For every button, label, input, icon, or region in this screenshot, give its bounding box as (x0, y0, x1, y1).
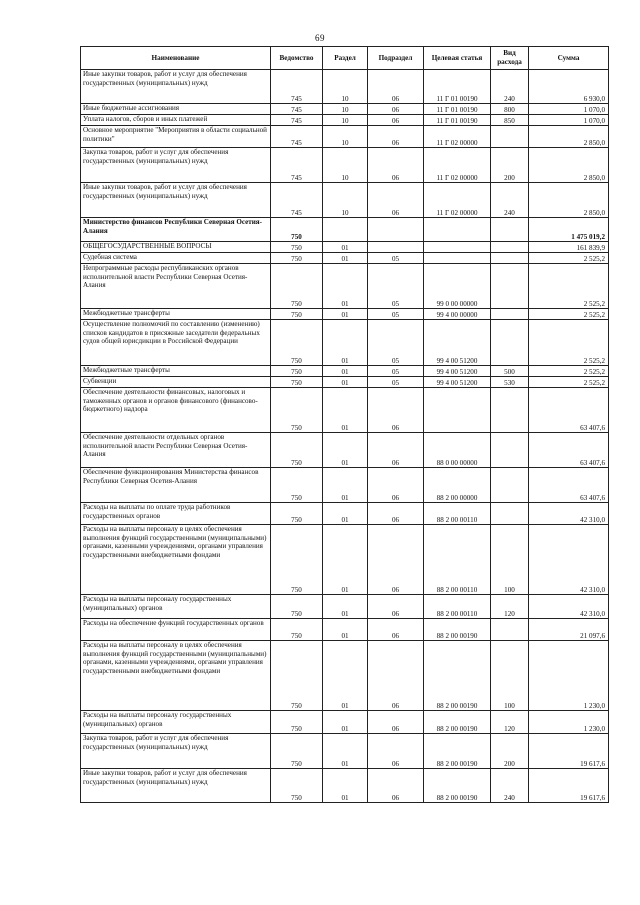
row-summa-cell: 6 930,0 (529, 70, 609, 104)
row-podrazdel-cell: 05 (368, 309, 424, 320)
row-vid-cell (491, 309, 529, 320)
row-podrazdel-cell: 06 (368, 711, 424, 734)
row-podrazdel-cell: 06 (368, 388, 424, 433)
row-razdel-cell: 10 (323, 115, 368, 126)
row-celevaya-cell: 88 2 00 00190 (424, 734, 491, 769)
row-celevaya-cell: 88 2 00 00190 (424, 641, 491, 711)
row-vedomstvo-cell: 750 (271, 366, 323, 377)
row-summa-cell: 42 310,0 (529, 503, 609, 525)
row-name-cell: Расходы на выплаты персоналу государственных (муниципальных) органов (81, 595, 271, 619)
row-vedomstvo-cell: 750 (271, 769, 323, 803)
row-razdel-cell: 01 (323, 388, 368, 433)
row-celevaya-cell (424, 218, 491, 242)
row-name-cell: Расходы на выплаты персоналу в целях обеспечения выполнения функций государственными (муниципальными) органами, казенными учреждениями, органами управления государственными внебюджетными фондами (81, 641, 271, 711)
row-summa-cell: 21 097,6 (529, 619, 609, 641)
column-header-razdel: Раздел (323, 47, 368, 70)
row-vid-cell: 240 (491, 70, 529, 104)
row-name-cell: Обеспечение деятельности финансовых, налоговых и таможенных органов и органов финансового (финансово-бюджетного) надзора (81, 388, 271, 433)
row-vedomstvo-cell: 750 (271, 595, 323, 619)
row-vid-cell: 200 (491, 148, 529, 183)
row-podrazdel-cell: 06 (368, 503, 424, 525)
row-podrazdel-cell (368, 242, 424, 253)
row-celevaya-cell: 88 2 00 00190 (424, 711, 491, 734)
column-header-celevaya: Целевая статья (424, 47, 491, 70)
table-row (81, 366, 609, 377)
row-podrazdel-cell: 06 (368, 769, 424, 803)
row-vedomstvo-cell: 745 (271, 126, 323, 148)
row-vedomstvo-cell: 745 (271, 104, 323, 115)
row-vedomstvo-cell: 750 (271, 388, 323, 433)
row-vid-cell: 240 (491, 183, 529, 218)
row-podrazdel-cell: 06 (368, 433, 424, 468)
row-podrazdel-cell: 06 (368, 148, 424, 183)
table-row (81, 595, 609, 619)
row-vid-cell (491, 503, 529, 525)
row-podrazdel-cell: 05 (368, 377, 424, 388)
row-name-cell: ОБЩЕГОСУДАРСТВЕННЫЕ ВОПРОСЫ (81, 242, 271, 253)
row-razdel-cell: 10 (323, 126, 368, 148)
row-name-cell: Судебная система (81, 253, 271, 264)
row-summa-cell: 2 525,2 (529, 320, 609, 366)
table-row (81, 468, 609, 503)
table-row (81, 377, 609, 388)
row-celevaya-cell: 99 4 00 51200 (424, 366, 491, 377)
table-row (81, 218, 609, 242)
column-header-vedomstvo: Ведомство (271, 47, 323, 70)
row-vedomstvo-cell: 745 (271, 70, 323, 104)
row-name-cell: Расходы на выплаты персоналу государственных (муниципальных) органов (81, 711, 271, 734)
table-row (81, 619, 609, 641)
row-celevaya-cell: 88 2 00 00110 (424, 595, 491, 619)
row-name-cell: Иные закупки товаров, работ и услуг для обеспечения государственных (муниципальных) нужд (81, 70, 271, 104)
row-razdel-cell: 01 (323, 309, 368, 320)
row-summa-cell: 1 230,0 (529, 711, 609, 734)
row-razdel-cell: 01 (323, 525, 368, 595)
row-summa-cell: 1 230,0 (529, 641, 609, 711)
column-header-vid: Вид расхода (491, 47, 529, 70)
column-header-summa: Сумма (529, 47, 609, 70)
row-vedomstvo-cell: 750 (271, 309, 323, 320)
row-vid-cell (491, 320, 529, 366)
row-name-cell: Расходы на выплаты персоналу в целях обеспечения выполнения функций государственными (муниципальными) органами, казенными учреждениями, органами управления государственными внебюджетными фондами (81, 525, 271, 595)
row-vedomstvo-cell: 750 (271, 503, 323, 525)
table-row (81, 264, 609, 309)
row-celevaya-cell: 11 Г 01 00190 (424, 115, 491, 126)
row-celevaya-cell: 11 Г 02 00000 (424, 183, 491, 218)
row-razdel-cell: 10 (323, 183, 368, 218)
row-vedomstvo-cell: 750 (271, 242, 323, 253)
row-razdel-cell: 01 (323, 468, 368, 503)
row-summa-cell: 1 070,0 (529, 115, 609, 126)
row-vid-cell: 240 (491, 769, 529, 803)
page-number: 69 (315, 33, 325, 43)
table-row (81, 148, 609, 183)
row-vid-cell (491, 433, 529, 468)
row-razdel-cell: 01 (323, 769, 368, 803)
row-vedomstvo-cell: 750 (271, 734, 323, 769)
row-vedomstvo-cell: 745 (271, 148, 323, 183)
row-summa-cell: 2 850,0 (529, 126, 609, 148)
row-summa-cell: 2 525,2 (529, 253, 609, 264)
row-vedomstvo-cell: 750 (271, 711, 323, 734)
row-celevaya-cell: 88 2 00 00000 (424, 468, 491, 503)
row-podrazdel-cell: 06 (368, 734, 424, 769)
row-podrazdel-cell: 06 (368, 619, 424, 641)
row-razdel-cell: 01 (323, 253, 368, 264)
row-razdel-cell: 01 (323, 433, 368, 468)
row-name-cell: Субвенции (81, 377, 271, 388)
row-razdel-cell: 10 (323, 70, 368, 104)
row-razdel-cell: 01 (323, 734, 368, 769)
row-summa-cell: 63 407,6 (529, 468, 609, 503)
row-razdel-cell: 01 (323, 503, 368, 525)
row-summa-cell: 2 525,2 (529, 264, 609, 309)
row-celevaya-cell: 88 2 00 00190 (424, 619, 491, 641)
row-summa-cell: 2 850,0 (529, 148, 609, 183)
row-summa-cell: 42 310,0 (529, 525, 609, 595)
row-podrazdel-cell: 05 (368, 366, 424, 377)
row-celevaya-cell: 88 0 00 00000 (424, 433, 491, 468)
row-vid-cell (491, 468, 529, 503)
row-summa-cell: 1 475 019,2 (529, 218, 609, 242)
row-name-cell: Осуществление полномочий по составлению (изменению) списков кандидатов в присяжные заседатели федеральных судов общей юрисдикции в Российской Федерации (81, 320, 271, 366)
row-vid-cell (491, 253, 529, 264)
row-summa-cell: 19 617,6 (529, 769, 609, 803)
row-vid-cell: 100 (491, 525, 529, 595)
row-celevaya-cell: 11 Г 02 00000 (424, 126, 491, 148)
row-razdel-cell: 01 (323, 377, 368, 388)
table-row (81, 711, 609, 734)
row-podrazdel-cell: 05 (368, 320, 424, 366)
row-name-cell: Расходы на обеспечение функций государственных органов (81, 619, 271, 641)
row-vedomstvo-cell: 750 (271, 619, 323, 641)
column-header-name: Наименование (81, 47, 271, 70)
table-row (81, 309, 609, 320)
row-summa-cell: 1 070,0 (529, 104, 609, 115)
table-row (81, 242, 609, 253)
table-row (81, 433, 609, 468)
row-celevaya-cell: 88 2 00 00110 (424, 503, 491, 525)
row-vedomstvo-cell: 745 (271, 183, 323, 218)
table-row (81, 104, 609, 115)
row-name-cell: Обеспечение функционирования Министерства финансов Республики Северная Осетия-Алания (81, 468, 271, 503)
row-podrazdel-cell: 06 (368, 183, 424, 218)
row-celevaya-cell (424, 242, 491, 253)
row-celevaya-cell: 88 2 00 00190 (424, 769, 491, 803)
row-vid-cell: 800 (491, 104, 529, 115)
row-podrazdel-cell: 06 (368, 525, 424, 595)
row-podrazdel-cell (368, 218, 424, 242)
row-vedomstvo-cell: 750 (271, 525, 323, 595)
row-vid-cell: 850 (491, 115, 529, 126)
row-vid-cell: 120 (491, 711, 529, 734)
header-row (81, 47, 609, 70)
table-row (81, 115, 609, 126)
row-vid-cell: 100 (491, 641, 529, 711)
row-podrazdel-cell: 05 (368, 264, 424, 309)
row-name-cell: Межбюджетные трансферты (81, 366, 271, 377)
row-vid-cell: 530 (491, 377, 529, 388)
row-celevaya-cell: 99 4 00 51200 (424, 377, 491, 388)
row-summa-cell: 2 525,2 (529, 366, 609, 377)
row-razdel-cell: 10 (323, 148, 368, 183)
row-vedomstvo-cell: 745 (271, 115, 323, 126)
table-row (81, 320, 609, 366)
row-summa-cell: 2 850,0 (529, 183, 609, 218)
row-vid-cell: 500 (491, 366, 529, 377)
table-body (81, 70, 609, 803)
row-razdel-cell: 01 (323, 366, 368, 377)
row-summa-cell: 42 310,0 (529, 595, 609, 619)
row-vid-cell: 120 (491, 595, 529, 619)
row-vid-cell (491, 388, 529, 433)
row-vid-cell (491, 619, 529, 641)
row-summa-cell: 19 617,6 (529, 734, 609, 769)
row-vedomstvo-cell: 750 (271, 264, 323, 309)
row-vedomstvo-cell: 750 (271, 468, 323, 503)
row-vedomstvo-cell: 750 (271, 641, 323, 711)
row-name-cell: Обеспечение деятельности отдельных органов исполнительной власти Республики Северная Осетия-Алания (81, 433, 271, 468)
row-podrazdel-cell: 06 (368, 468, 424, 503)
row-celevaya-cell (424, 388, 491, 433)
row-razdel-cell (323, 218, 368, 242)
table-row (81, 503, 609, 525)
row-name-cell: Уплата налогов, сборов и иных платежей (81, 115, 271, 126)
row-vid-cell (491, 264, 529, 309)
row-podrazdel-cell: 06 (368, 104, 424, 115)
row-celevaya-cell: 11 Г 01 00190 (424, 70, 491, 104)
row-razdel-cell: 01 (323, 641, 368, 711)
row-podrazdel-cell: 06 (368, 70, 424, 104)
row-vedomstvo-cell: 750 (271, 377, 323, 388)
column-header-podrazdel: Подраздел (368, 47, 424, 70)
table-row (81, 769, 609, 803)
row-vedomstvo-cell: 750 (271, 218, 323, 242)
row-name-cell: Межбюджетные трансферты (81, 309, 271, 320)
row-razdel-cell: 01 (323, 242, 368, 253)
row-vedomstvo-cell: 750 (271, 253, 323, 264)
row-razdel-cell: 01 (323, 595, 368, 619)
row-podrazdel-cell: 06 (368, 126, 424, 148)
row-summa-cell: 2 525,2 (529, 377, 609, 388)
row-razdel-cell: 10 (323, 104, 368, 115)
row-name-cell: Иные закупки товаров, работ и услуг для обеспечения государственных (муниципальных) нужд (81, 769, 271, 803)
row-celevaya-cell: 11 Г 02 00000 (424, 148, 491, 183)
row-podrazdel-cell: 06 (368, 595, 424, 619)
row-vid-cell (491, 242, 529, 253)
row-name-cell: Непрограммные расходы республиканских органов исполнительной власти Республики Северная Осетия-Алания (81, 264, 271, 309)
row-vedomstvo-cell: 750 (271, 433, 323, 468)
row-vid-cell (491, 126, 529, 148)
row-name-cell: Закупка товаров, работ и услуг для обеспечения государственных (муниципальных) нужд (81, 734, 271, 769)
table-row (81, 525, 609, 595)
row-name-cell: Основное мероприятие "Мероприятия в области социальной политики" (81, 126, 271, 148)
row-vedomstvo-cell: 750 (271, 320, 323, 366)
row-celevaya-cell: 88 2 00 00110 (424, 525, 491, 595)
row-vid-cell (491, 218, 529, 242)
table-row (81, 253, 609, 264)
row-name-cell: Министерство финансов Республики Северная Осетия-Алания (81, 218, 271, 242)
row-summa-cell: 161 839,9 (529, 242, 609, 253)
row-celevaya-cell: 99 0 00 00000 (424, 264, 491, 309)
table-row (81, 388, 609, 433)
row-podrazdel-cell: 06 (368, 115, 424, 126)
row-summa-cell: 2 525,2 (529, 309, 609, 320)
table-row (81, 70, 609, 104)
row-name-cell: Иные закупки товаров, работ и услуг для обеспечения государственных (муниципальных) нужд (81, 183, 271, 218)
row-name-cell: Закупка товаров, работ и услуг для обеспечения государственных (муниципальных) нужд (81, 148, 271, 183)
row-celevaya-cell: 99 4 00 00000 (424, 309, 491, 320)
row-razdel-cell: 01 (323, 264, 368, 309)
row-celevaya-cell: 99 4 00 51200 (424, 320, 491, 366)
row-celevaya-cell (424, 253, 491, 264)
table-row (81, 641, 609, 711)
budget-table (80, 46, 609, 803)
row-razdel-cell: 01 (323, 711, 368, 734)
table-row (81, 734, 609, 769)
row-summa-cell: 63 407,6 (529, 388, 609, 433)
row-vid-cell: 200 (491, 734, 529, 769)
row-name-cell: Иные бюджетные ассигнования (81, 104, 271, 115)
table-row (81, 183, 609, 218)
row-podrazdel-cell: 06 (368, 641, 424, 711)
row-podrazdel-cell: 05 (368, 253, 424, 264)
row-name-cell: Расходы на выплаты по оплате труда работников государственных органов (81, 503, 271, 525)
row-razdel-cell: 01 (323, 320, 368, 366)
row-summa-cell: 63 407,6 (529, 433, 609, 468)
row-razdel-cell: 01 (323, 619, 368, 641)
row-celevaya-cell: 11 Г 01 00190 (424, 104, 491, 115)
table-row (81, 126, 609, 148)
